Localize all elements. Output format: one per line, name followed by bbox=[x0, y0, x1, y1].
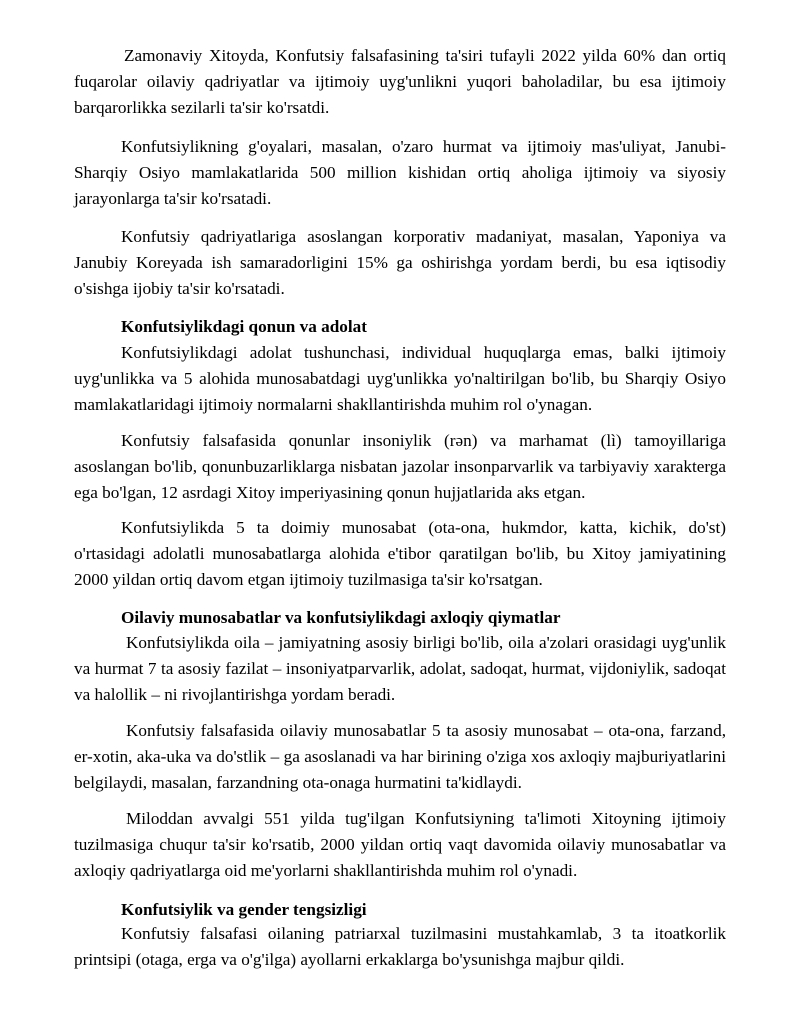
heading-family-relations: Oilaviy munosabatlar va konfutsiylikdagi axloqiy qiymatlar bbox=[121, 608, 561, 627]
paragraph-five-relations: Konfutsiylikda 5 ta doimiy munosabat (ota-ona, hukmdor, katta, kichik, do'st) o'rtasidagi adolatli munosabatlarga alohida e'tibor qaratilgan bo'lib, bu Xitoy jamiyatining 2000 yildan ortiq davom etgan ijtimoiy tuzilmasiga ta'sir ko'rsatgan. bbox=[74, 518, 726, 589]
paragraph-confucian-ideas: Konfutsiylikning g'oyalari, masalan, o'zaro hurmat va ijtimoiy mas'uliyat, Janubi-Sharqiy Osiyo mamlakatlarida 500 million kishidan ortiq aholiga ijtimoiy va siyosiy jarayonlarga ta'sir ko'rsatadi. bbox=[74, 137, 726, 208]
paragraph-corporate-culture: Konfutsiy qadriyatlariga asoslangan korporativ madaniyat, masalan, Yaponiya va Janubiy Koreyada ish samaradorligini 15% ga oshirishga yordam berdi, bu esa iqtisodiy o'sishga ijobiy ta'sir ko'rsatadi. bbox=[74, 227, 726, 298]
heading-law-and-justice: Konfutsiylikdagi qonun va adolat bbox=[121, 317, 367, 336]
paragraph-patriarchal-structure: Konfutsiy falsafasi oilaning patriarxal tuzilmasini mustahkamlab, 3 ta itoatkorlik printsipi (otaga, erga va o'g'ilga) ayollarni erkaklarga bo'ysunishga majbur qildi. bbox=[74, 924, 726, 969]
paragraph-justice-concept: Konfutsiylikdagi adolat tushunchasi, individual huquqlarga emas, balki ijtimoiy uyg'unlikka va 5 alohida munosabatdagi uyg'unlikka yo'naltirilgan bo'lib, bu Sharqiy Osiyo mamlakatlaridagi ijtimoiy normalarni shakllantirishda muhim rol o'ynagan. bbox=[74, 343, 726, 414]
paragraph-confucius-teaching: Miloddan avvalgi 551 yilda tug'ilgan Konfutsiyning ta'limoti Xitoyning ijtimoiy tuzilmasiga chuqur ta'sir ko'rsatib, 2000 yildan ortiq vaqt davomida oilaviy munosabatlar va axloqiy qadriyatlarga oid me'yorlarni shakllantirishda muhim rol o'ynadi. bbox=[74, 809, 726, 880]
paragraph-family-five-relations: Konfutsiy falsafasida oilaviy munosabatlar 5 ta asosiy munosabat – ota-ona, farzand, er-xotin, aka-uka va do'stlik – ga asoslanadi va har birining o'ziga xos axloqiy majburiyatlarini belgilaydi, masalan, farzandning ota-onaga hurmatini ta'kidlaydi. bbox=[74, 721, 726, 792]
paragraph-laws-humanity: Konfutsiy falsafasida qonunlar insoniylik (rən) va marhamat (lì) tamoyillariga asoslangan bo'lib, qonunbuzarliklarga nisbatan jazolar insonparvarlik va tarbiyaviy xarakterga ega bo'lgan, 12 asrdagi Xitoy imperiyasining qonun hujjatlarida aks etgan. bbox=[74, 431, 726, 502]
heading-gender-inequality: Konfutsiylik va gender tengsizligi bbox=[121, 900, 367, 919]
paragraph-family-unit: Konfutsiylikda oila – jamiyatning asosiy birligi bo'lib, oila a'zolari orasidagi uyg'unlik va hurmat 7 ta asosiy fazilat – insoniyatparvarlik, adolat, sadoqat, hurmat, vijdoniylik, sadoqat va halollik – ni rivojlantirishga yordam beradi. bbox=[74, 633, 726, 704]
paragraph-modern-china: Zamonaviy Xitoyda, Konfutsiy falsafasining ta'siri tufayli 2022 yilda 60% dan ortiq fuqarolar oilaviy qadriyatlar va ijtimoiy uyg'unlikni yuqori baholadilar, bu esa ijtimoiy barqarorlikka sezilarli ta'sir ko'rsatdi. bbox=[74, 46, 726, 117]
